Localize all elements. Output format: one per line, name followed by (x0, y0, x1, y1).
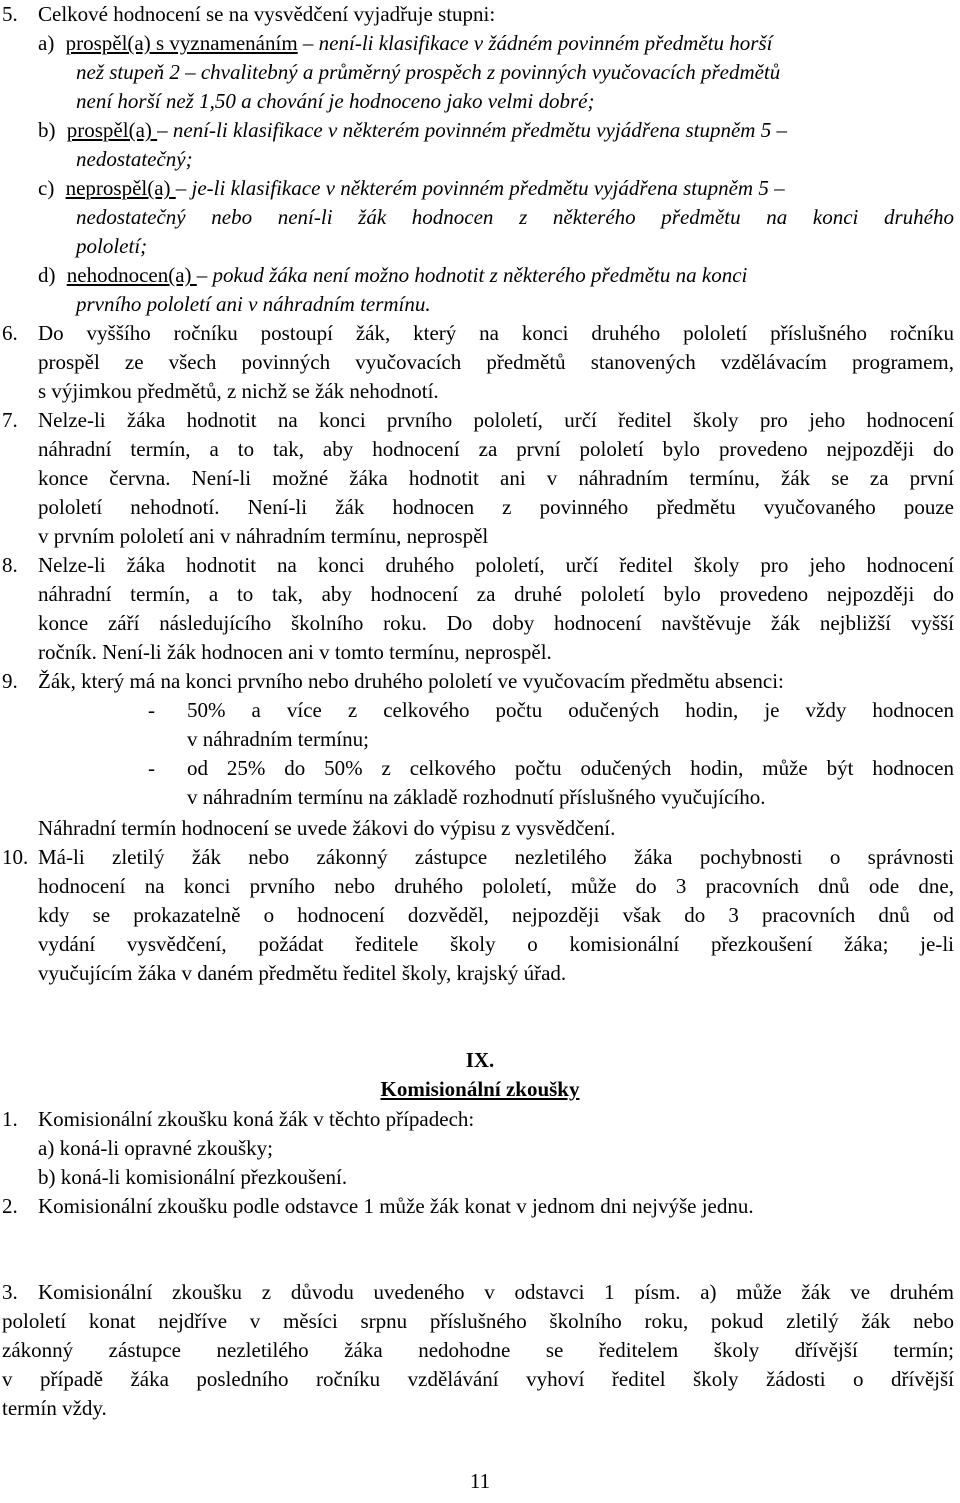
sub-item-c (38, 174, 785, 203)
paragraph-line: konce září následujícího školního roku. Do doby hodnocení navštěvuje žák nejbližší vyšší (38, 611, 954, 635)
item-number: 1. (2, 1107, 18, 1131)
paragraph-line: Komisionální zkoušku z důvodu uvedeného v odstavci 1 písm. a) může žák ve druhém (38, 1280, 954, 1304)
grade-term: neprospěl(a) (65, 176, 176, 200)
paragraph-line: v prvním pololetí ani v náhradním termínu, neprospěl (38, 524, 489, 548)
item-number: 10. (2, 845, 29, 869)
grade-definition: – není-li klasifikace v žádném povinném předmětu horší (297, 31, 773, 55)
bullet-line: v náhradním termínu; (187, 727, 369, 751)
paragraph-line: Má-li zletilý žák nebo zákonný zástupce nezletilého žáka pochybnosti o správnosti (38, 845, 954, 869)
paragraph-line: nedostatečný; (76, 147, 193, 171)
sub-item-a: a) koná-li opravné zkoušky; (38, 1136, 274, 1160)
paragraph-line: zákonný zástupce nezletilého žáka nedohodne se ředitelem školy dřívější termín; (2, 1338, 954, 1362)
sub-item-label: c) (38, 176, 55, 200)
paragraph-line: náhradní termín, a to tak, aby hodnocení za druhé pololetí bylo provedeno nejpozději do (38, 582, 954, 606)
paragraph-line: ročník. Není-li žák hodnocen ani v tomto termínu, neprospěl. (38, 640, 552, 664)
paragraph-line: vyučujícím žáka v daném předmětu ředitel školy, krajský úřad. (38, 961, 567, 985)
paragraph-line: konce června. Není-li možné žáka hodnotit ani v náhradním termínu, žák se za první (38, 466, 954, 490)
grade-definition: – je-li klasifikace v některém povinném předmětu vyjádřena stupněm 5 – (175, 176, 785, 200)
paragraph-line: Žák, který má na konci prvního nebo druhého pololetí ve vyučovacím předmětu absenci: (38, 669, 784, 693)
item-number: 2. (2, 1194, 18, 1218)
paragraph-line: Nelze-li žáka hodnotit na konci druhého pololetí, určí ředitel školy pro jeho hodnocení (38, 553, 954, 577)
sub-item-d (38, 261, 747, 290)
paragraph-line: s výjimkou předmětů, z nichž se žák nehodnotí. (38, 379, 439, 403)
chapter-number: IX. (465, 1048, 495, 1072)
paragraph-line: termín vždy. (2, 1396, 107, 1420)
paragraph-line: hodnocení na konci prvního nebo druhého pololetí, může do 3 pracovních dnů ode dne, (38, 874, 954, 898)
sub-item-label: b) (38, 118, 56, 142)
grade-definition: – není-li klasifikace v některém povinném předmětu vyjádřena stupněm 5 – (157, 118, 787, 142)
item-number: 8. (2, 553, 18, 577)
paragraph-line: kdy se prokazatelně o hodnocení dozvěděl, nejpozději však do 3 pracovních dnů od (38, 903, 954, 927)
paragraph-line: v případě žáka posledního ročníku vzdělávání vyhoví ředitel školy žádosti o dřívější (2, 1367, 954, 1391)
item-number: 7. (2, 408, 18, 432)
grade-term: prospěl(a) (66, 118, 158, 142)
paragraph-line: prospěl ze všech povinných vyučovacích předmětů stanovených vzdělávacím programem, (38, 350, 954, 374)
grade-term: nehodnocen(a) (66, 263, 197, 287)
item-number: 3. (2, 1280, 18, 1304)
sub-item-b: b) koná-li komisionální přezkoušení. (38, 1165, 348, 1189)
chapter-title-text: Komisionální zkoušky (380, 1077, 580, 1101)
paragraph-line: Komisionální zkoušku koná žák v těchto případech: (38, 1107, 475, 1131)
sub-item-b (38, 116, 787, 145)
bullet-line: 50% a více z celkového počtu odučených hodin, je vždy hodnocen (187, 698, 954, 722)
paragraph-line: nedostatečný nebo není-li žák hodnocen z některého předmětu na konci druhého (76, 205, 954, 229)
paragraph-line: Celkové hodnocení se na vysvědčení vyjadřuje stupni: (38, 2, 496, 26)
dash-bullet: - (148, 698, 155, 722)
grade-term: prospěl(a) s vyznamenáním (65, 31, 298, 55)
sub-item-label: a) (38, 31, 55, 55)
paragraph-line: náhradní termín, a to tak, aby hodnocení za první pololetí bylo provedeno nejpozději do (38, 437, 954, 461)
paragraph-line: vydání vysvědčení, požádat ředitele školy o komisionální přezkoušení žáka; je-li (38, 932, 954, 956)
grade-definition: – pokud žáka není možno hodnotit z některého předmětu na konci (196, 263, 748, 287)
item-number: 5. (2, 2, 18, 26)
sub-item-a (38, 29, 772, 58)
paragraph-line: Nelze-li žáka hodnotit na konci prvního pololetí, určí ředitel školy pro jeho hodnocení (38, 408, 954, 432)
page-number: 11 (469, 1469, 491, 1493)
paragraph-line: pololetí; (76, 234, 148, 258)
paragraph-line: pololetí konat nejdříve v měsíci srpnu příslušného školního roku, pokud zletilý žák nebo (2, 1309, 954, 1333)
dash-bullet: - (148, 756, 155, 780)
bullet-line: od 25% do 50% z celkového počtu odučených hodin, může být hodnocen (187, 756, 954, 780)
chapter-title (0, 1075, 960, 1104)
paragraph-line: Náhradní termín hodnocení se uvede žákovi do výpisu z vysvědčení. (38, 816, 616, 840)
paragraph-line: Do vyššího ročníku postoupí žák, který na konci druhého pololetí příslušného ročníku (38, 321, 954, 345)
bullet-line: v náhradním termínu na základě rozhodnutí příslušného vyučujícího. (187, 785, 766, 809)
paragraph-line: Komisionální zkoušku podle odstavce 1 může žák konat v jednom dni nejvýše jednu. (38, 1194, 754, 1218)
sub-item-label: d) (38, 263, 56, 287)
item-number: 9. (2, 669, 18, 693)
paragraph-line: pololetí nehodnotí. Není-li žák hodnocen z povinného předmětu vyučovaného pouze (38, 495, 954, 519)
item-number: 6. (2, 321, 18, 345)
paragraph-line: než stupeň 2 – chvalitebný a průměrný prospěch z povinných vyučovacích předmětů (76, 60, 781, 84)
paragraph-line: není horší než 1,50 a chování je hodnoceno jako velmi dobré; (76, 89, 595, 113)
paragraph-line: prvního pololetí ani v náhradním termínu. (76, 292, 431, 316)
